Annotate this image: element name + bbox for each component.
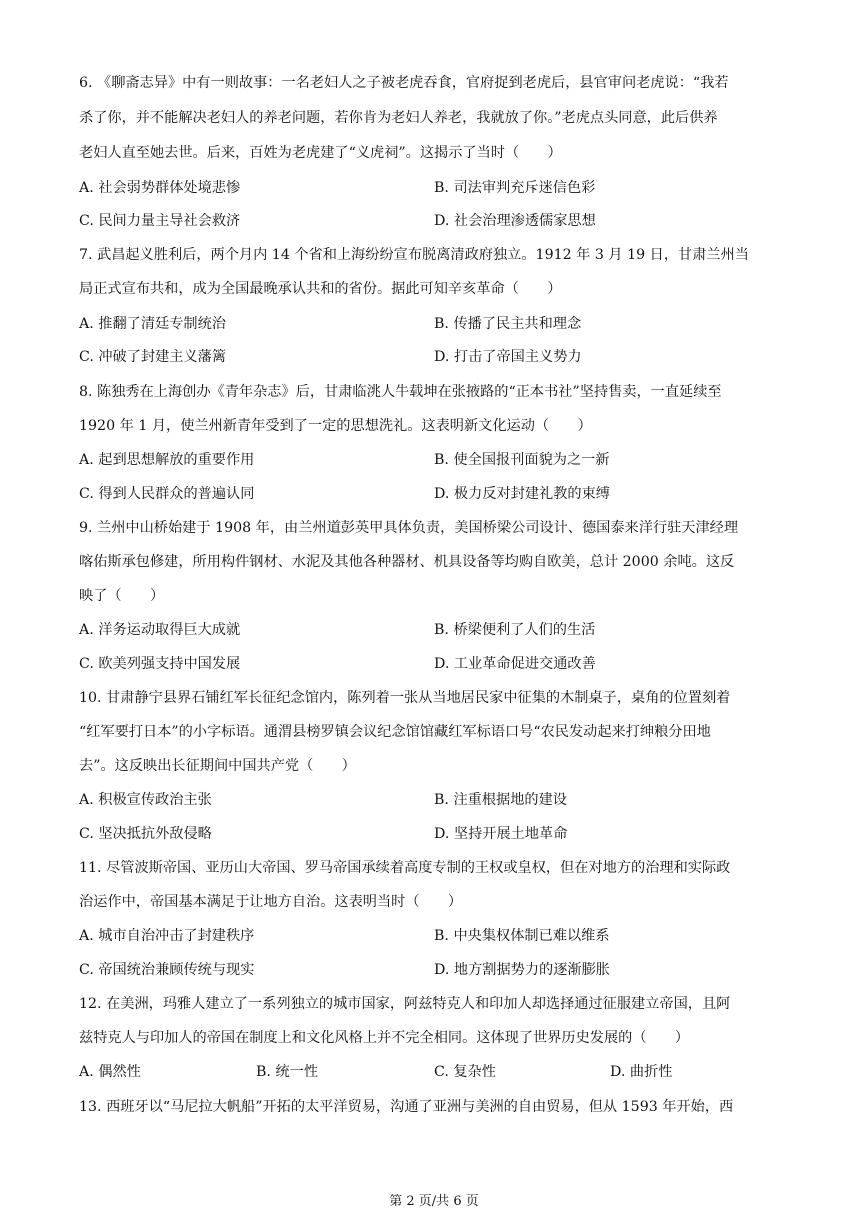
q10-stem-line-2: “红军要打日本”的小字标语。通渭县榜罗镇会议纪念馆馆藏红军标语口号“农民发动起来打绅粮分田地 <box>79 724 711 740</box>
q9-stem-line-3: 映了（ ） <box>79 588 165 604</box>
q12-option-a: A. 偶然性 <box>79 1064 141 1080</box>
q9-option-d: D. 工业革命促进交通改善 <box>434 656 596 672</box>
q11-option-d: D. 地方割据势力的逐渐膨胀 <box>434 962 610 978</box>
q12-option-b: B. 统一性 <box>256 1064 319 1080</box>
q9-option-b: B. 桥梁便利了人们的生活 <box>434 622 596 638</box>
q7-stem-line-1: 7. 武昌起义胜利后，两个月内 14 个省和上海纷纷宣布脱离清政府独立。1912 年 3 月 19 日，甘肃兰州当 <box>79 247 749 263</box>
q6-stem-line-1: 6. 《聊斋志异》中有一则故事：一名老妇人之子被老虎吞食，官府捉到老虎后，县官审问老虎说：“我若 <box>79 75 729 91</box>
q12-option-c: C. 复杂性 <box>434 1064 496 1080</box>
q6-option-d: D. 社会治理渗透儒家思想 <box>434 213 596 229</box>
q10-stem-line-3: 去”。这反映出长征期间中国共产党（ ） <box>79 758 356 774</box>
q9-option-a: A. 洋务运动取得巨大成就 <box>79 622 241 638</box>
q8-option-a: A. 起到思想解放的重要作用 <box>79 452 255 468</box>
q10-option-b: B. 注重根据地的建设 <box>434 792 567 808</box>
q8-option-b: B. 使全国报刊面貌为之一新 <box>434 452 610 468</box>
q8-option-d: D. 极力反对封建礼教的束缚 <box>434 486 610 502</box>
q12-stem-line-1: 12. 在美洲，玛雅人建立了一系列独立的城市国家，阿兹特克人和印加人却选择通过征服建立帝国，且阿 <box>79 996 731 1012</box>
q10-option-c: C. 坚决抵抗外敌侵略 <box>79 826 212 842</box>
q6-stem-line-3: 老妇人直至她去世。后来，百姓为老虎建了“义虎祠”。这揭示了当时（ ） <box>79 145 562 161</box>
q7-option-b: B. 传播了民主共和理念 <box>434 316 582 332</box>
q7-option-d: D. 打击了帝国主义势力 <box>434 349 582 365</box>
q10-stem-line-1: 10. 甘肃静宁县界石铺红军长征纪念馆内，陈列着一张从当地居民家中征集的木制桌子，桌角的位置刻着 <box>79 690 731 706</box>
q7-option-c: C. 冲破了封建主义藩篱 <box>79 349 227 365</box>
q7-option-a: A. 推翻了清廷专制统治 <box>79 316 226 332</box>
q11-option-c: C. 帝国统治兼顾传统与现实 <box>79 962 255 978</box>
q9-stem-line-2: 喀佑斯承包修建，所用构件钢材、水泥及其他各种器材、机具设备等均购自欧美，总计 2000 余吨。这反 <box>79 554 735 570</box>
q10-option-d: D. 坚持开展土地革命 <box>434 826 568 842</box>
q9-stem-line-1: 9. 兰州中山桥始建于 1908 年，由兰州道彭英甲具体负责，美国桥梁公司设计、德国泰来洋行驻天津经理 <box>79 520 739 536</box>
q10-option-a: A. 积极宣传政治主张 <box>79 792 212 808</box>
q8-stem-line-1: 8. 陈独秀在上海创办《青年杂志》后，甘肃临洮人牛载坤在张掖路的“正本书社”坚持售卖，一直延续至 <box>79 384 722 400</box>
page-number-footer: 第 2 页/共 6 页 <box>389 1194 479 1209</box>
q6-option-c: C. 民间力量主导社会救济 <box>79 213 241 229</box>
q6-stem-line-2: 杀了你，并不能解决老妇人的养老问题，若你肯为老妇人养老，我就放了你。”老虎点头同意，此后供养 <box>79 110 718 126</box>
q11-option-b: B. 中央集权体制已难以维系 <box>434 928 610 944</box>
q8-stem-line-2: 1920 年 1 月，使兰州新青年受到了一定的思想洗礼。这表明新文化运动（ ） <box>79 418 592 434</box>
q12-stem-line-2: 兹特克人与印加人的帝国在制度上和文化风格上并不完全相同。这体现了世界历史发展的（ ） <box>79 1030 690 1046</box>
q11-stem-line-1: 11. 尽管波斯帝国、亚历山大帝国、罗马帝国承续着高度专制的王权或皇权，但在对地方的治理和实际政 <box>79 860 731 876</box>
q9-option-c: C. 欧美列强支持中国发展 <box>79 656 241 672</box>
q11-stem-line-2: 治运作中，帝国基本满足于让地方自治。这表明当时（ ） <box>79 894 463 910</box>
q13-stem-line-1: 13. 西班牙以“马尼拉大帆船”开拓的太平洋贸易，沟通了亚洲与美洲的自由贸易，但从 1593 年开始，西 <box>79 1099 734 1115</box>
q11-option-a: A. 城市自治冲击了封建秩序 <box>79 928 255 944</box>
q12-option-d: D. 曲折性 <box>610 1064 673 1080</box>
q6-option-b: B. 司法审判充斥迷信色彩 <box>434 180 596 196</box>
q8-option-c: C. 得到人民群众的普遍认同 <box>79 486 255 502</box>
q6-option-a: A. 社会弱势群体处境悲惨 <box>79 180 241 196</box>
q7-stem-line-2: 局正式宣布共和，成为全国最晚承认共和的省份。据此可知辛亥革命（ ） <box>79 281 562 297</box>
